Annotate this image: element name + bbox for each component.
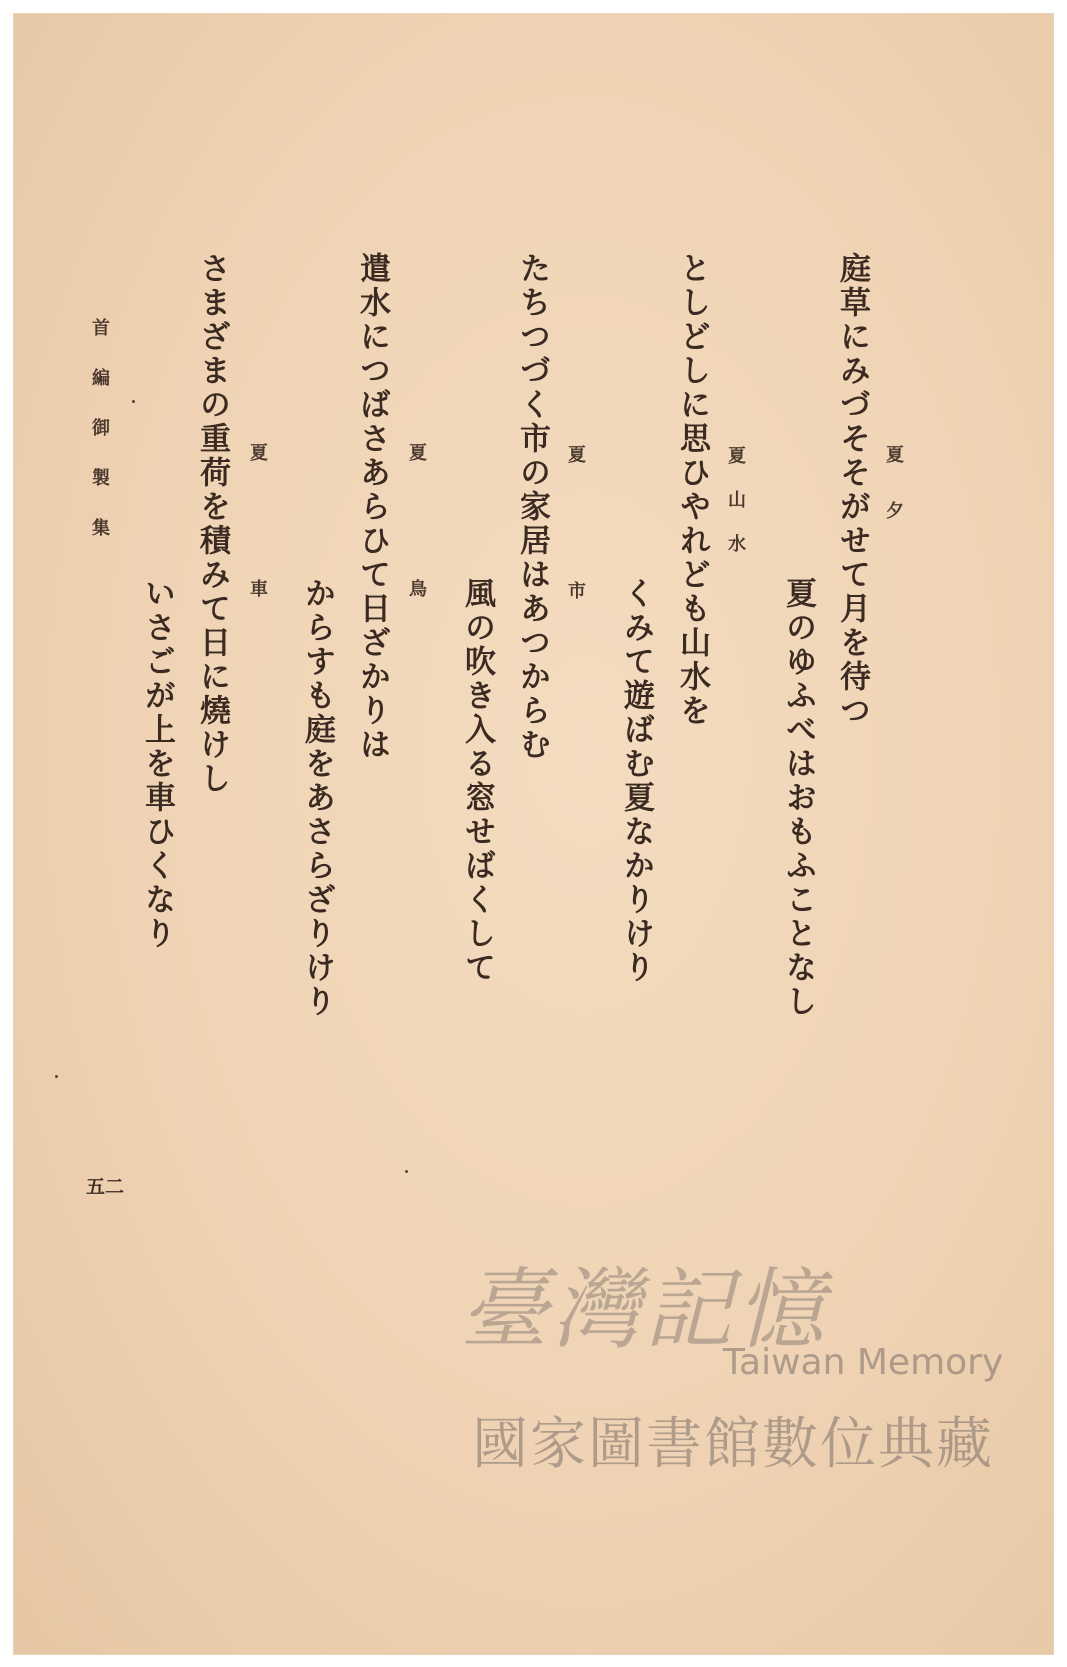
paper-speck [55, 1075, 58, 1078]
poem-line: たちつづく市の家居はあつからむ [514, 252, 550, 762]
poem-line: 庭草にみづそそがせて月を待つ [834, 252, 870, 728]
watermark-subtitle: Taiwan Memory [723, 1342, 1004, 1383]
poem-title: 夏鳥 [406, 443, 427, 715]
page-number: 五二 [86, 1176, 125, 1198]
poem-line: からすも庭をあさらざりけり [299, 577, 335, 1019]
running-header: 首編御製集 [89, 318, 110, 568]
poem-title: 夏夕 [883, 445, 904, 557]
watermark-caption: 國家圖書館數位典藏 [472, 1412, 994, 1477]
poem-line: 風の吹き入る窓せばくして [459, 577, 495, 985]
poem-line: さまざまの重荷を積みて日に燒けし [194, 252, 230, 796]
poem-title: 夏山水 [725, 446, 746, 578]
poem-title: 夏市 [565, 445, 586, 717]
watermark-logo: 臺灣記憶 [460, 1258, 829, 1361]
poem-line: 夏のゆふべはおもふことなし [780, 577, 816, 1019]
poem-title: 夏車 [247, 443, 268, 715]
poem-line: 遣水につばさあらひて日ざかりは [354, 252, 390, 762]
poem-line: としどしに思ひやれども山水を [674, 252, 710, 728]
poem-line: くみて遊ばむ夏なかりけり [618, 577, 654, 985]
poem-line: いさごが上を車ひくなり [139, 577, 175, 951]
paper-speck [405, 1170, 408, 1173]
paper-speck [132, 400, 135, 403]
